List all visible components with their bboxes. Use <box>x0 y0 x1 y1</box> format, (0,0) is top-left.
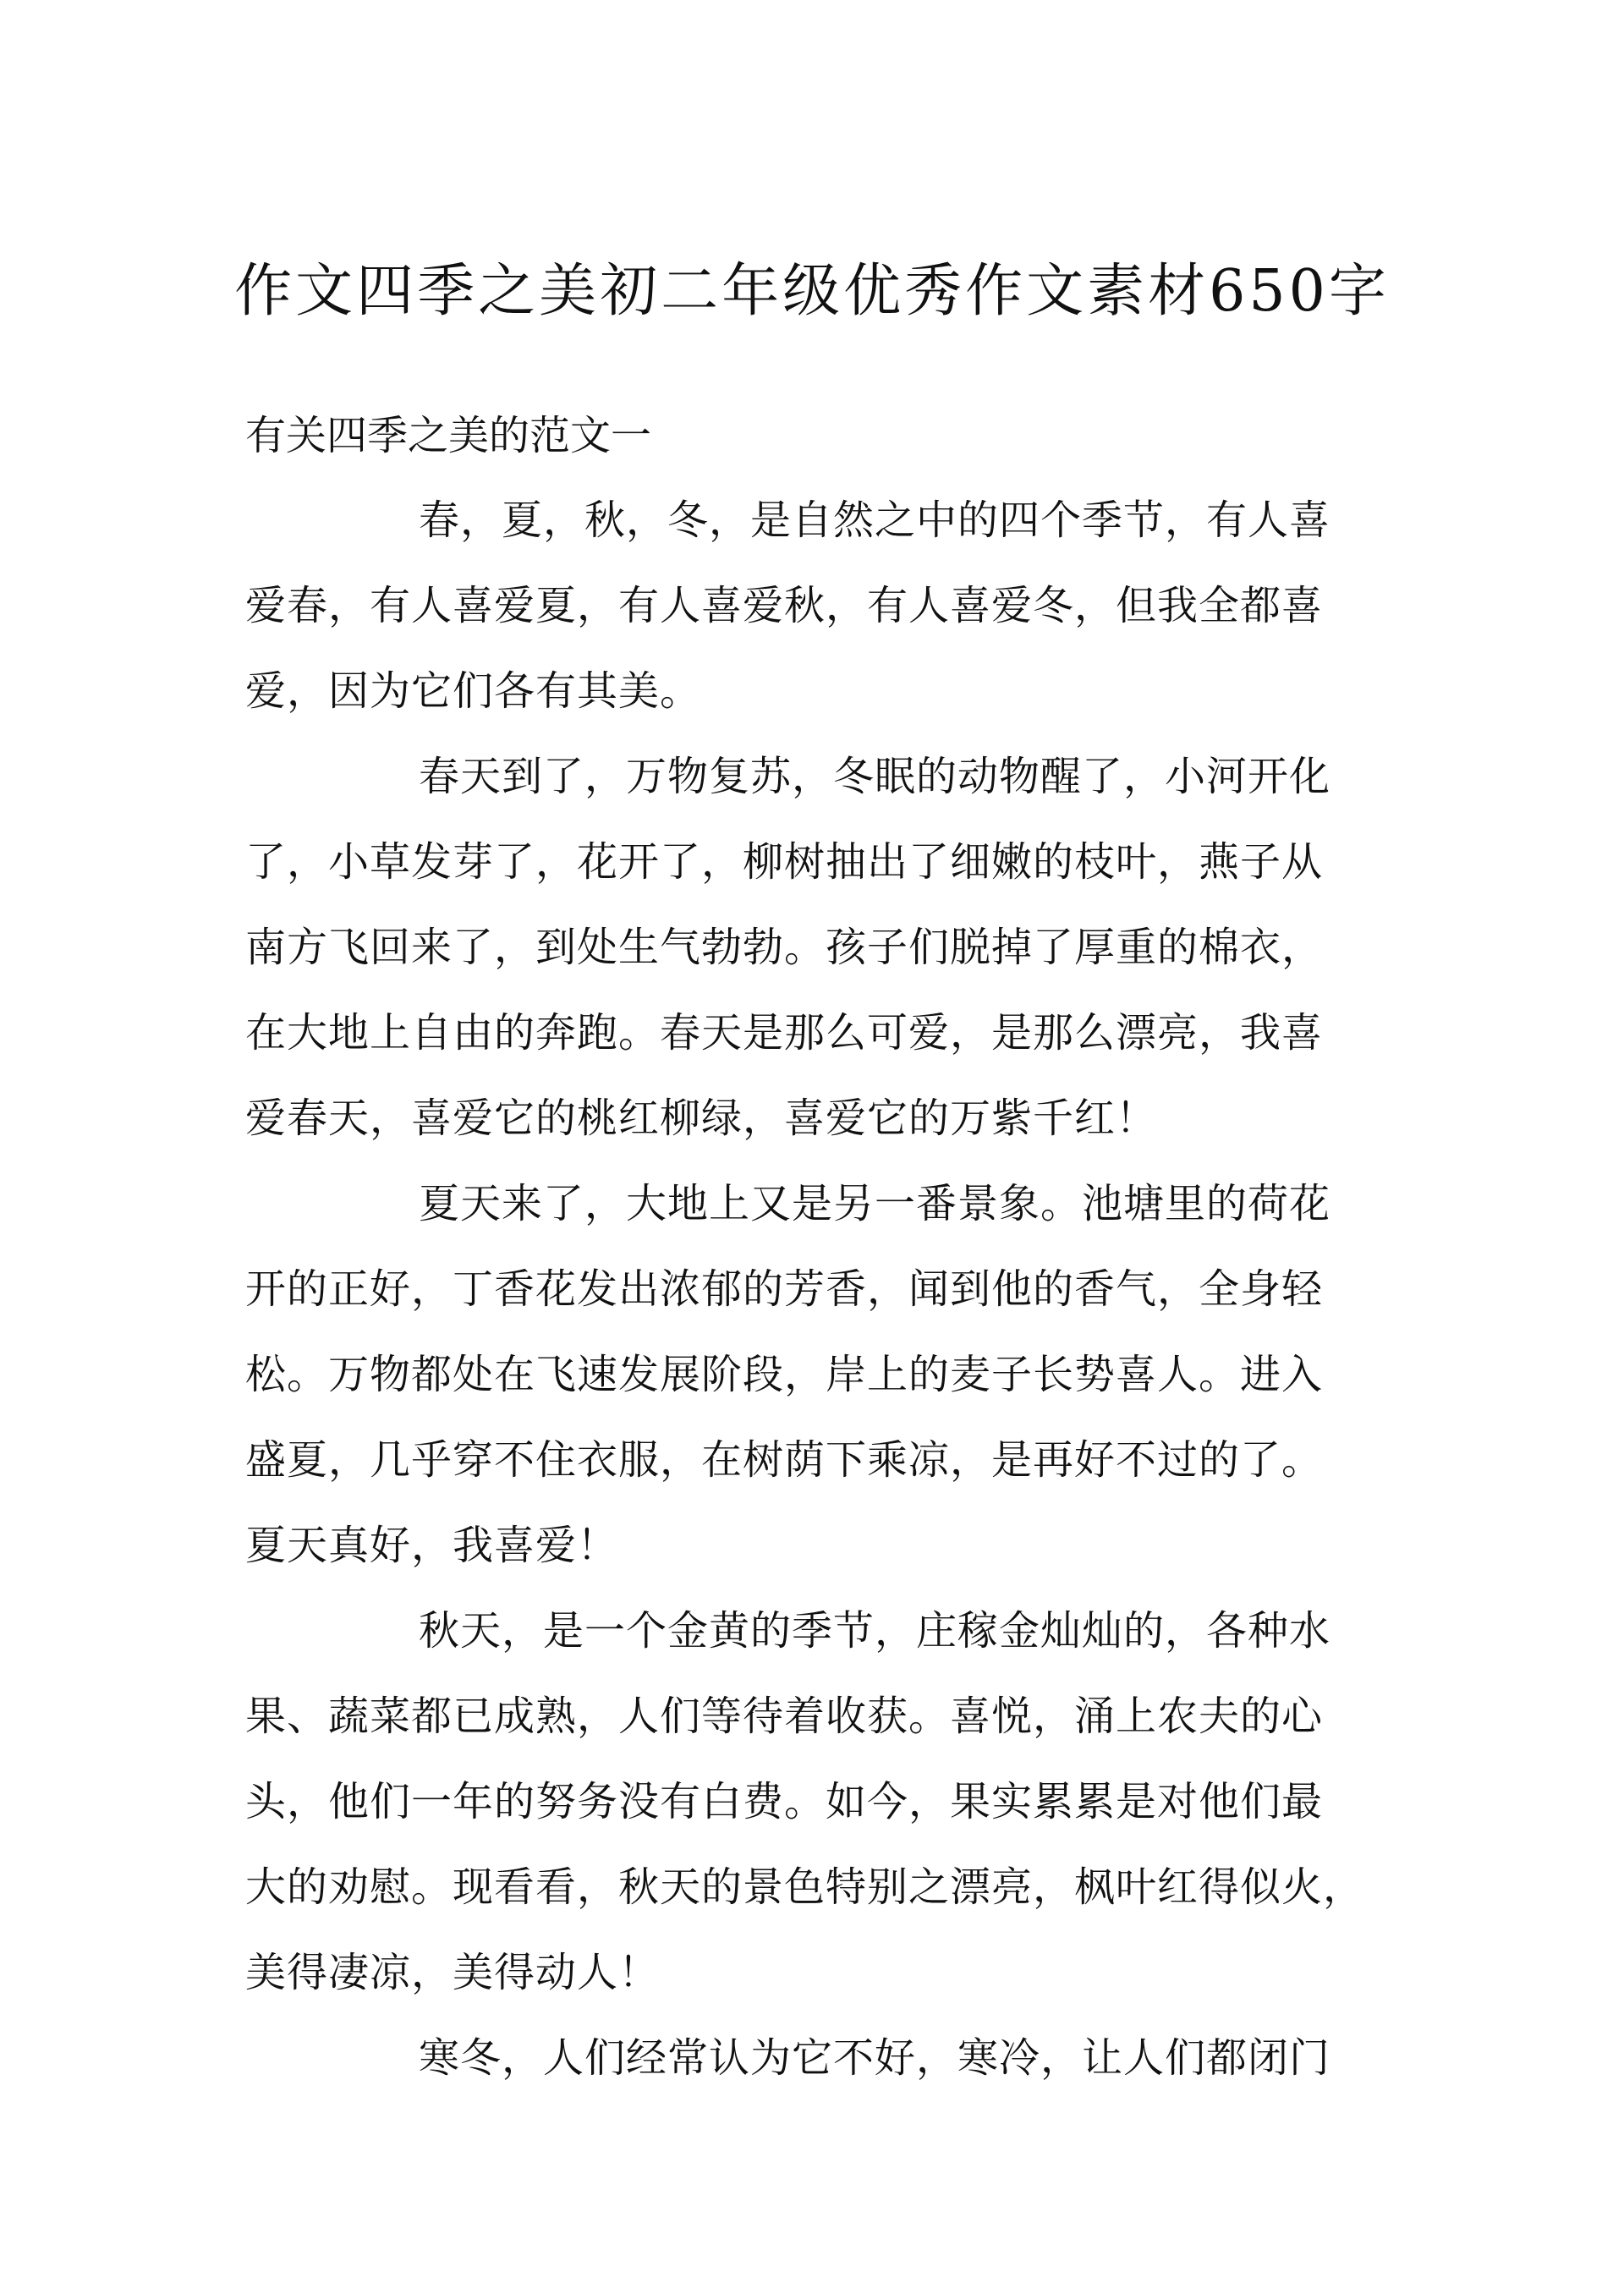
paragraph-line: 春，夏，秋，冬，是自然之中的四个季节，有人喜 <box>419 497 1331 544</box>
paragraph-line: 盛夏，几乎穿不住衣服，在树荫下乘凉，是再好不过的了。 <box>245 1436 1324 1484</box>
paragraph-line: 夏天真好，我喜爱！ <box>245 1522 619 1569</box>
paragraph-line: 夏天来了，大地上又是另一番景象。池塘里的荷花 <box>419 1180 1331 1227</box>
paragraph-line: 松。万物都处在飞速发展阶段，岸上的麦子长势喜人。进入 <box>245 1351 1324 1398</box>
document-title: 作文四季之美初二年级优秀作文素材650字 <box>234 258 1390 325</box>
paragraph-line: 秋天，是一个金黄的季节，庄稼金灿灿的，各种水 <box>419 1607 1331 1655</box>
paragraph-line: 爱春天，喜爱它的桃红柳绿，喜爱它的万紫千红！ <box>245 1095 1158 1142</box>
paragraph-line: 爱，因为它们各有其美。 <box>245 667 702 715</box>
paragraph-line: 南方飞回来了，到处生气勃勃。孩子们脱掉了厚重的棉衣， <box>245 924 1324 971</box>
paragraph-line: 寒冬，人们经常认为它不好，寒冷，让人们都闭门 <box>419 2034 1331 2082</box>
paragraph-line: 爱春，有人喜爱夏，有人喜爱秋，有人喜爱冬，但我全都喜 <box>245 582 1324 629</box>
paragraph-line: 开的正好，丁香花发出浓郁的芳香，闻到他的香气，全身轻 <box>245 1265 1324 1313</box>
paragraph-line: 果、蔬菜都已成熟，人们等待着收获。喜悦，涌上农夫的心 <box>245 1693 1324 1740</box>
paragraph-line: 美得凄凉，美得动人！ <box>245 1949 661 1996</box>
paragraph-line: 在大地上自由的奔跑。春天是那么可爱，是那么漂亮，我喜 <box>245 1009 1324 1056</box>
paragraph-line: 春天到了，万物复苏，冬眠的动物醒了，小河开化 <box>419 753 1331 800</box>
paragraph-line: 头，他们一年的努务没有白费。如今，果实累累是对他们最 <box>245 1778 1324 1825</box>
paragraph-line: 大的劝慰。现看看，秋天的景色特别之漂亮，枫叶红得似火， <box>245 1863 1365 1911</box>
paragraph-line: 了，小草发芽了，花开了，柳树抽出了细嫩的枝叶，燕子从 <box>245 838 1324 886</box>
section-subheading: 有关四季之美的范文一 <box>245 412 652 459</box>
